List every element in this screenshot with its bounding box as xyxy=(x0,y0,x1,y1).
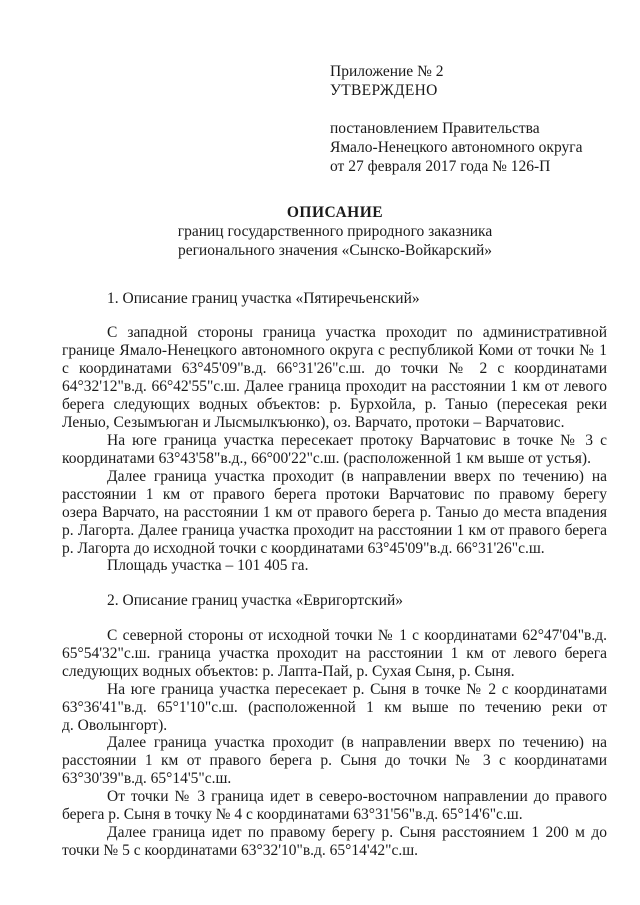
text-line: С северной стороны от исходной точки № 1 с координатами 62°47'04"в.д. xyxy=(107,627,607,644)
document-subtitle-2: регионального значения «Сынско-Войкарский» xyxy=(177,242,493,259)
text-line: р. Лагорта до исходной точки с координатами 63°45'09"в.д. 66°31'26"с.ш. xyxy=(62,540,545,557)
section-1-heading: 1. Описание границ участка «Пятиречьенский» xyxy=(107,290,420,307)
section-1-paragraph-3 xyxy=(62,468,607,558)
text-line: расстоянии 1 км от правого берега р. Сыня до точки № 3 с координатами xyxy=(62,752,607,769)
text-line: следующих водных объектов: р. Лапта-Пай, р. Сухая Сыня, р. Сыня. xyxy=(62,663,515,680)
text-line: берега р. Сыня в точку № 4 с координатами 63°31'56"в.д. 65°14'6"с.ш. xyxy=(62,806,523,823)
section-1-area xyxy=(62,557,607,575)
document-title: ОПИСАНИЕ xyxy=(286,204,384,221)
section-1-paragraph-1 xyxy=(62,324,607,432)
text-line: р. Лагорта. Далее граница участка проходит на расстоянии 1 км от правого берега xyxy=(62,522,607,539)
text-line: Далее граница участка проходит (в направлении вверх по течению) на xyxy=(107,734,607,751)
section-2-paragraph-4 xyxy=(62,788,607,824)
text-line: с координатами 63°45'09"в.д. 66°31'26"с.ш. до точки № 2 с координатами xyxy=(62,360,607,377)
document-subtitle-1: границ государственного природного заказника xyxy=(177,223,493,240)
text-line: 63°30'39"в.д. 65°14'5"с.ш. xyxy=(62,770,232,787)
government-line: Ямало-Ненецкого автономного округа xyxy=(330,139,583,156)
section-2-paragraph-5 xyxy=(62,824,607,860)
text-line: На юге граница участка пересекает р. Сыня в точке № 2 с координатами xyxy=(107,681,607,698)
text-line: д. Оволынгорт). xyxy=(62,717,168,734)
text-line: точки № 5 с координатами 63°32'10"в.д. 65°14'42"с.ш. xyxy=(62,842,419,859)
text-line: 64°32'12"в.д. 66°42'55"с.ш. Далее граница проходит на расстоянии 1 км от левого xyxy=(62,378,607,395)
text-line: границе Ямало-Ненецкого автономного округа с республикой Коми от точки № 1 xyxy=(62,342,607,359)
text-line: Далее граница участка проходит (в направлении вверх по течению) на xyxy=(107,468,607,485)
text-line: координатами 63°43'58"в.д., 66°00'22"с.ш. (расположенной 1 км выше от устья). xyxy=(62,450,591,467)
text-line: расстоянии 1 км от правого берега протоки Варчатовис по правому берегу xyxy=(62,486,607,503)
approved-label: УТВЕРЖДЕНО xyxy=(330,82,438,99)
text-line: На юге граница участка пересекает протоку Варчатовис в точке № 3 с xyxy=(107,432,607,449)
text-line: 65°54'32"с.ш. граница участка проходит на расстоянии 1 км от левого берега xyxy=(62,645,607,662)
section-2-paragraph-2 xyxy=(62,681,607,735)
appendix-number: Приложение № 2 xyxy=(330,63,444,80)
text-line: От точки № 3 граница идет в северо-восточном направлении до правого xyxy=(107,788,607,805)
section-2-paragraph-3 xyxy=(62,734,607,788)
section-1-paragraph-2 xyxy=(62,432,607,468)
resolution-date: от 27 февраля 2017 года № 126-П xyxy=(330,158,551,175)
text-line: Леныо, Сезымъюган и Лысмылкъюнко), оз. Варчато, протоки – Варчатовис. xyxy=(62,414,565,431)
text-line: озера Варчато, на расстоянии 1 км от правого берега р. Таныо до места впадения xyxy=(62,504,607,521)
text-line: Далее граница идет по правому берегу р. Сыня расстоянием 1 200 м до xyxy=(107,824,607,841)
text-line: 63°36'41"в.д. 65°1'10"с.ш. (расположенной 1 км выше по течению реки от xyxy=(62,699,607,716)
section-2-heading: 2. Описание границ участка «Евригортский» xyxy=(107,592,404,609)
section-2-paragraph-1 xyxy=(62,627,607,681)
area-text: Площадь участка – 101 405 га. xyxy=(107,557,309,574)
text-line: С западной стороны граница участка проходит по административной xyxy=(107,324,607,341)
text-line: берега следующих водных объектов: р. Бурхойла, р. Таныо (пересекая реки xyxy=(62,396,607,413)
resolution-line: постановлением Правительства xyxy=(330,120,540,137)
